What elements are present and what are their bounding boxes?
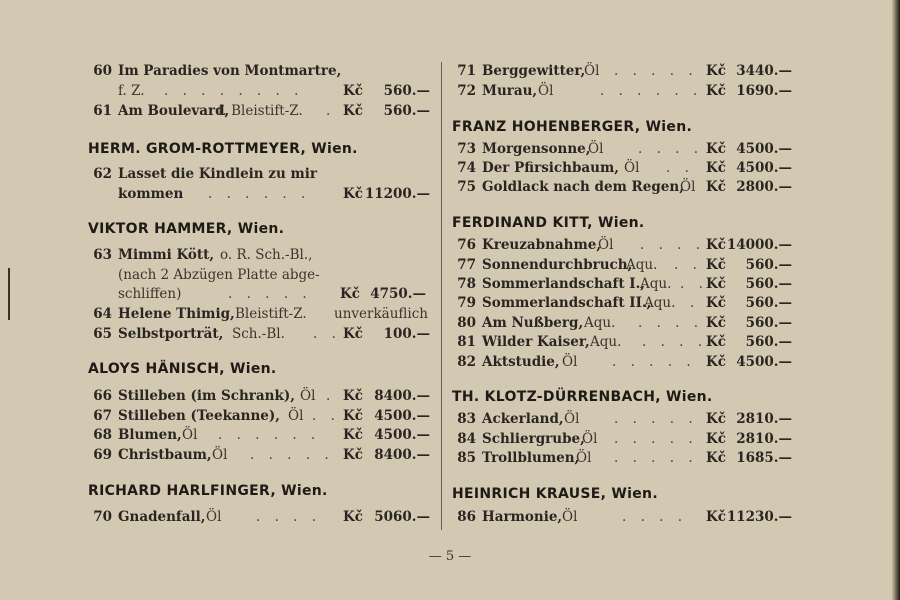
currency-label: Kč (706, 411, 726, 427)
leader-dots: . . . . . (250, 447, 334, 463)
currency-label: Kč (340, 286, 360, 302)
leader-dots: . . . . . (614, 63, 698, 79)
currency-label: Kč (706, 450, 726, 466)
currency-label: Kč (706, 431, 726, 447)
artist-name: FRANZ HOHENBERGER, (452, 119, 641, 135)
entry-title: Sommerlandschaft II., (482, 295, 652, 311)
entry-title: Harmonie, (482, 509, 563, 525)
artist-city: Wien. (645, 119, 693, 135)
leader-dots: . . . . . . (600, 83, 703, 99)
entry-number: 63 (93, 247, 112, 263)
entry-price: 4750.— (370, 286, 426, 302)
entry-number: 70 (93, 509, 112, 525)
artist-heading (88, 360, 277, 380)
entry-price: 100.— (383, 326, 430, 342)
entry-medium: Öl (598, 237, 614, 253)
entry-medium: Aqu. (584, 315, 616, 331)
leader-dots: . . . . . (612, 354, 696, 370)
entry-number: 66 (93, 388, 112, 404)
currency-label: Kč (706, 63, 726, 79)
currency-label: Kč (343, 186, 363, 202)
artist-name: HEINRICH KRAUSE, (452, 486, 607, 502)
currency-label: Kč (343, 83, 363, 99)
leader-dots: . . . . . . (208, 186, 311, 202)
entry-number: 73 (457, 141, 476, 157)
entry-number: 69 (93, 447, 112, 463)
entry-title: Aktstudie, (482, 354, 560, 370)
currency-label: Kč (343, 408, 363, 424)
entry-number: 67 (93, 408, 112, 424)
entry-medium: Öl (564, 411, 580, 427)
leader-dots: . (326, 103, 336, 119)
currency-label: Kč (343, 509, 363, 525)
entry-price: 560.— (745, 334, 792, 350)
binding-mark (8, 268, 10, 320)
leader-dots: . . . . . (614, 411, 698, 427)
entry-title: Christbaum, (118, 447, 212, 463)
entry-medium: Öl (584, 63, 600, 79)
artist-heading (452, 485, 658, 505)
entry-medium: Öl (206, 509, 222, 525)
currency-label: Kč (706, 315, 726, 331)
entry-medium: Öl (562, 509, 578, 525)
currency-label: Kč (343, 103, 363, 119)
entry-price: 14000.— (726, 237, 792, 253)
entry-medium: Aqu. (590, 334, 622, 350)
leader-dots: . (690, 295, 700, 311)
entry-medium: Öl (300, 388, 316, 404)
entry-medium: Sch.-Bl. (232, 326, 285, 342)
artist-heading (452, 118, 692, 138)
entry-number: 77 (457, 257, 476, 273)
currency-label: Kč (343, 427, 363, 443)
currency-label: Kč (706, 179, 726, 195)
entry-title: Berggewitter, (482, 63, 586, 79)
leader-dots: . . (674, 257, 702, 273)
entry-title: Der Pfirsichbaum, (482, 160, 619, 176)
entry-title: Im Paradies von Montmartre, (118, 63, 342, 79)
entry-title: Wilder Kaiser, (482, 334, 590, 350)
leader-dots: . . . . (638, 315, 704, 331)
leader-dots: . . . . (640, 237, 706, 253)
leader-dots: . . . . . (614, 450, 698, 466)
entry-price: 4500.— (736, 354, 792, 370)
leader-dots: . (326, 388, 336, 404)
entry-number: 83 (457, 411, 476, 427)
page-edge-shadow (892, 0, 900, 600)
entry-price: 11200.— (364, 186, 430, 202)
leader-dots: . . . . (622, 509, 688, 525)
entry-title: Blumen, (118, 427, 182, 443)
artist-name: TH. KLOTZ-DÜRRENBACH, (452, 389, 661, 405)
entry-title-cont: kommen (118, 186, 184, 202)
artist-city: Wien. (281, 483, 328, 499)
entry-title: Murau, (482, 83, 538, 99)
entry-price: 1690.— (736, 83, 792, 99)
entry-number: 81 (457, 334, 476, 350)
page-number: — 5 — (428, 549, 472, 564)
entry-price: 560.— (745, 315, 792, 331)
entry-title: Selbstporträt, (118, 326, 224, 342)
currency-label: Kč (706, 354, 726, 370)
entry-title: Gnadenfall, (118, 509, 206, 525)
entry-medium: Öl (562, 354, 578, 370)
entry-price: 5060.— (374, 509, 430, 525)
entry-price: 2810.— (736, 431, 792, 447)
entry-number: 80 (457, 315, 476, 331)
entry-number: 64 (93, 306, 112, 322)
entry-note: (nach 2 Abzügen Platte abge- (118, 267, 320, 283)
currency-label: Kč (343, 326, 363, 342)
entry-medium: Öl (182, 427, 198, 443)
entry-number: 82 (457, 354, 476, 370)
entry-medium: Öl (588, 141, 604, 157)
entry-price: 1685.— (736, 450, 792, 466)
artist-heading (88, 220, 284, 240)
entry-number: 85 (457, 450, 476, 466)
artist-city: Wien. (311, 141, 358, 157)
currency-label: Kč (706, 509, 726, 525)
entry-title: Morgensonne, (482, 141, 591, 157)
entry-medium: f. Bleistift-Z. (218, 103, 303, 119)
entry-title: Sommerlandschaft I., (482, 276, 645, 292)
entry-price: 4500.— (736, 141, 792, 157)
entry-status: unverkäuflich (334, 306, 428, 322)
leader-dots: . . . . . . . . (164, 83, 304, 99)
artist-heading (88, 140, 358, 160)
entry-title: Goldlack nach dem Regen, (482, 179, 684, 195)
entry-medium: Öl (624, 160, 640, 176)
entry-number: 78 (457, 276, 476, 292)
entry-price: 11230.— (726, 509, 792, 525)
entry-number: 74 (457, 160, 476, 176)
entry-price: 560.— (383, 83, 430, 99)
artist-name: FERDINAND KITT, (452, 215, 593, 231)
entry-number: 60 (93, 63, 112, 79)
entry-number: 65 (93, 326, 112, 342)
entry-title: Sonnendurchbruch, (482, 257, 633, 273)
entry-medium: Öl (212, 447, 228, 463)
entry-note: schliffen) (118, 286, 182, 302)
entry-price: 560.— (745, 257, 792, 273)
entry-medium: Öl (582, 431, 598, 447)
entry-price: 560.— (745, 276, 792, 292)
entry-price: 560.— (745, 295, 792, 311)
entry-title: Kreuzabnahme, (482, 237, 602, 253)
currency-label: Kč (706, 83, 726, 99)
artist-city: Wien. (230, 361, 277, 377)
column-divider (441, 62, 442, 530)
entry-price: 2800.— (736, 179, 792, 195)
artist-city: Wien. (598, 215, 645, 231)
entry-medium: Bleistift-Z. (235, 306, 307, 322)
artist-name: VIKTOR HAMMER, (88, 221, 233, 237)
leader-dots: . . . . . (614, 431, 698, 447)
entry-title: Stilleben (im Schrank), (118, 388, 295, 404)
entry-number: 72 (457, 83, 476, 99)
currency-label: Kč (343, 388, 363, 404)
artist-heading (452, 388, 713, 408)
entry-number: 68 (93, 427, 112, 443)
entry-price: 8400.— (374, 388, 430, 404)
artist-heading (88, 482, 328, 502)
artist-city: Wien. (237, 221, 285, 237)
artist-heading (452, 214, 645, 234)
artist-city: Wien. (611, 486, 658, 502)
leader-dots: . . . . (638, 141, 704, 157)
artist-name: HERM. GROM-ROTTMEYER, (88, 141, 307, 157)
entry-price: 2810.— (736, 411, 792, 427)
artist-name: ALOYS HÄNISCH, (88, 361, 225, 377)
entry-number: 71 (457, 63, 476, 79)
currency-label: Kč (706, 257, 726, 273)
entry-title: Am Nußberg, (482, 315, 584, 331)
currency-label: Kč (343, 447, 363, 463)
entry-medium: Aqu. (640, 276, 672, 292)
entry-price: 560.— (383, 103, 430, 119)
currency-label: Kč (706, 141, 726, 157)
entry-price: 3440.— (736, 63, 792, 79)
currency-label: Kč (706, 295, 726, 311)
entry-number: 79 (457, 295, 476, 311)
leader-dots: . . (312, 408, 340, 424)
entry-title: Lasset die Kindlein zu mir (118, 166, 318, 182)
entry-price: 4500.— (374, 427, 430, 443)
entry-title: Stilleben (Teekanne), (118, 408, 280, 424)
leader-dots: . . . . (642, 334, 708, 350)
entry-medium: Öl (288, 408, 304, 424)
entry-medium: Aqu. (644, 295, 676, 311)
leader-dots: . . (313, 326, 341, 342)
entry-number: 61 (93, 103, 112, 119)
artist-name: RICHARD HARLFINGER, (88, 483, 276, 499)
entry-number: 62 (93, 166, 112, 182)
entry-medium: Öl (576, 450, 592, 466)
entry-price: 8400.— (374, 447, 430, 463)
artist-city: Wien. (666, 389, 713, 405)
leader-dots: . . (680, 276, 708, 292)
entry-price: 4500.— (374, 408, 430, 424)
leader-dots: . . . . (256, 509, 322, 525)
entry-number: 76 (457, 237, 476, 253)
entry-title: Trollblumen, (482, 450, 580, 466)
leader-dots: . . (666, 160, 694, 176)
leader-dots: . . . . . (228, 286, 312, 302)
entry-title: Ackerland, (482, 411, 564, 427)
currency-label: Kč (706, 334, 726, 350)
entry-title: Am Boulevard, (118, 103, 230, 119)
leader-dots: . . . . . . (218, 427, 321, 443)
entry-title: Mimmi Kött, (118, 247, 215, 263)
entry-medium: Öl (538, 83, 554, 99)
entry-number: 86 (457, 509, 476, 525)
entry-medium: Aqu. (626, 257, 658, 273)
currency-label: Kč (706, 237, 726, 253)
entry-medium: o. R. Sch.-Bl., (220, 247, 313, 263)
entry-medium: f. Z. (118, 83, 145, 99)
currency-label: Kč (706, 276, 726, 292)
entry-title: Helene Thimig, (118, 306, 235, 322)
entry-title: Schliergrube, (482, 431, 585, 447)
entry-price: 4500.— (736, 160, 792, 176)
currency-label: Kč (706, 160, 726, 176)
entry-number: 84 (457, 431, 476, 447)
entry-medium: Öl (680, 179, 696, 195)
entry-number: 75 (457, 179, 476, 195)
